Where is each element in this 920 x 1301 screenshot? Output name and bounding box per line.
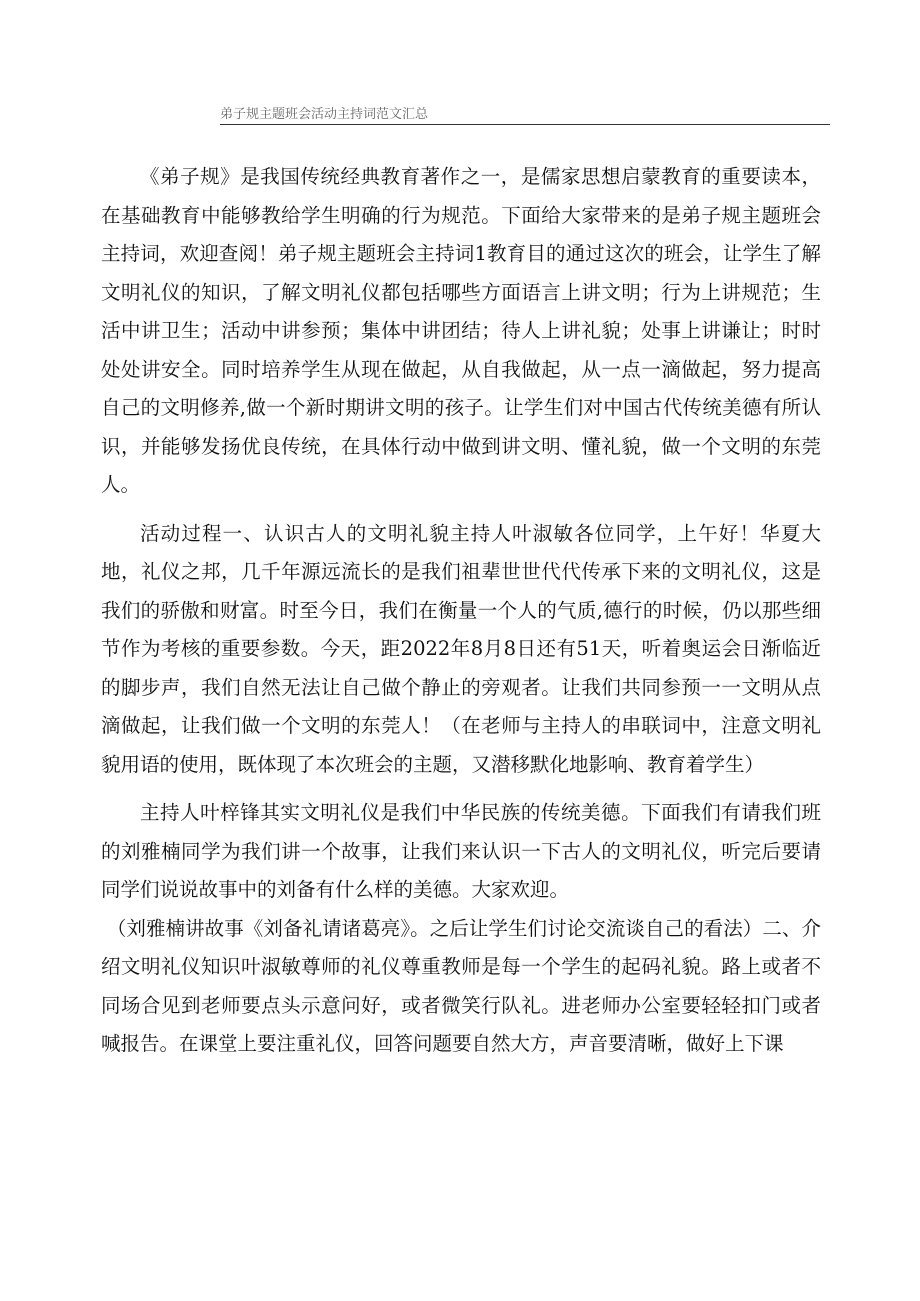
running-header: 弟子规主题班会活动主持词范文汇总 bbox=[220, 106, 830, 125]
paragraph-intro: 《弟子规》是我国传统经典教育著作之一，是儒家思想启蒙教育的重要读本，在基础教育中能够教给学生明确的行为规范。下面给大家带来的是弟子规主题班会主持词，欢迎查阅！弟子规主题班会主持词1教育目的通过这次的班会，让学生了解文明礼仪的知识，了解文明礼仪都包括哪些方面语言上讲文明；行为上讲规范；生活中讲卫生；活动中讲参预；集体中讲团结；待人上讲礼貌；处事上讲谦让；时时处处讲安全。同时培养学生从现在做起，从自我做起，从一点一滴做起，努力提高自己的文明修养,做一个新时期讲文明的孩子。让学生们对中国古代传统美德有所认识，并能够发扬优良传统，在具体行动中做到讲文明、懂礼貌，做一个文明的东莞人。 bbox=[101, 165, 821, 496]
paragraph-host-speech: 主持人叶梓锋其实文明礼仪是我们中华民族的传统美德。下面我们有请我们班的刘雅楠同学为我们讲一个故事，让我们来认识一下古人的文明礼仪，听完后要请同学们说说故事中的刘备有什么样的美德。大家欢迎。 bbox=[101, 801, 821, 901]
document-body bbox=[101, 158, 821, 1064]
paragraph-story-and-etiquette: （刘雅楠讲故事《刘备礼请诸葛亮》。之后让学生们讨论交流谈自己的看法）二、介绍文明礼仪知识叶淑敏尊师的礼仪尊重教师是每一个学生的起码礼貌。路上或者不同场合见到老师要点头示意问好，或者微笑行队礼。进老师办公室要轻轻扣门或者喊报告。在课堂上要注重礼仪，回答问题要自然大方，声音要清晰，做好上下课 bbox=[101, 916, 821, 1055]
paragraph-activity-process: 活动过程一、认识古人的文明礼貌主持人叶淑敏各位同学，上午好！华夏大地，礼仪之邦，几千年源远流长的是我们祖辈世世代代传承下来的文明礼仪，这是我们的骄傲和财富。时至今日，我们在衡量一个人的气质,德行的时候，仍以那些细节作为考核的重要参数。今天，距2022年8月8日还有51天，听着奥运会日渐临近的脚步声，我们自然无法让自己做个静止的旁观者。让我们共同参预一一文明从点滴做起，让我们做一个文明的东莞人！（在老师与主持人的串联词中，注意文明礼貌用语的使用，既体现了本次班会的主题，又潜移默化地影响、教育着学生） bbox=[101, 521, 821, 776]
